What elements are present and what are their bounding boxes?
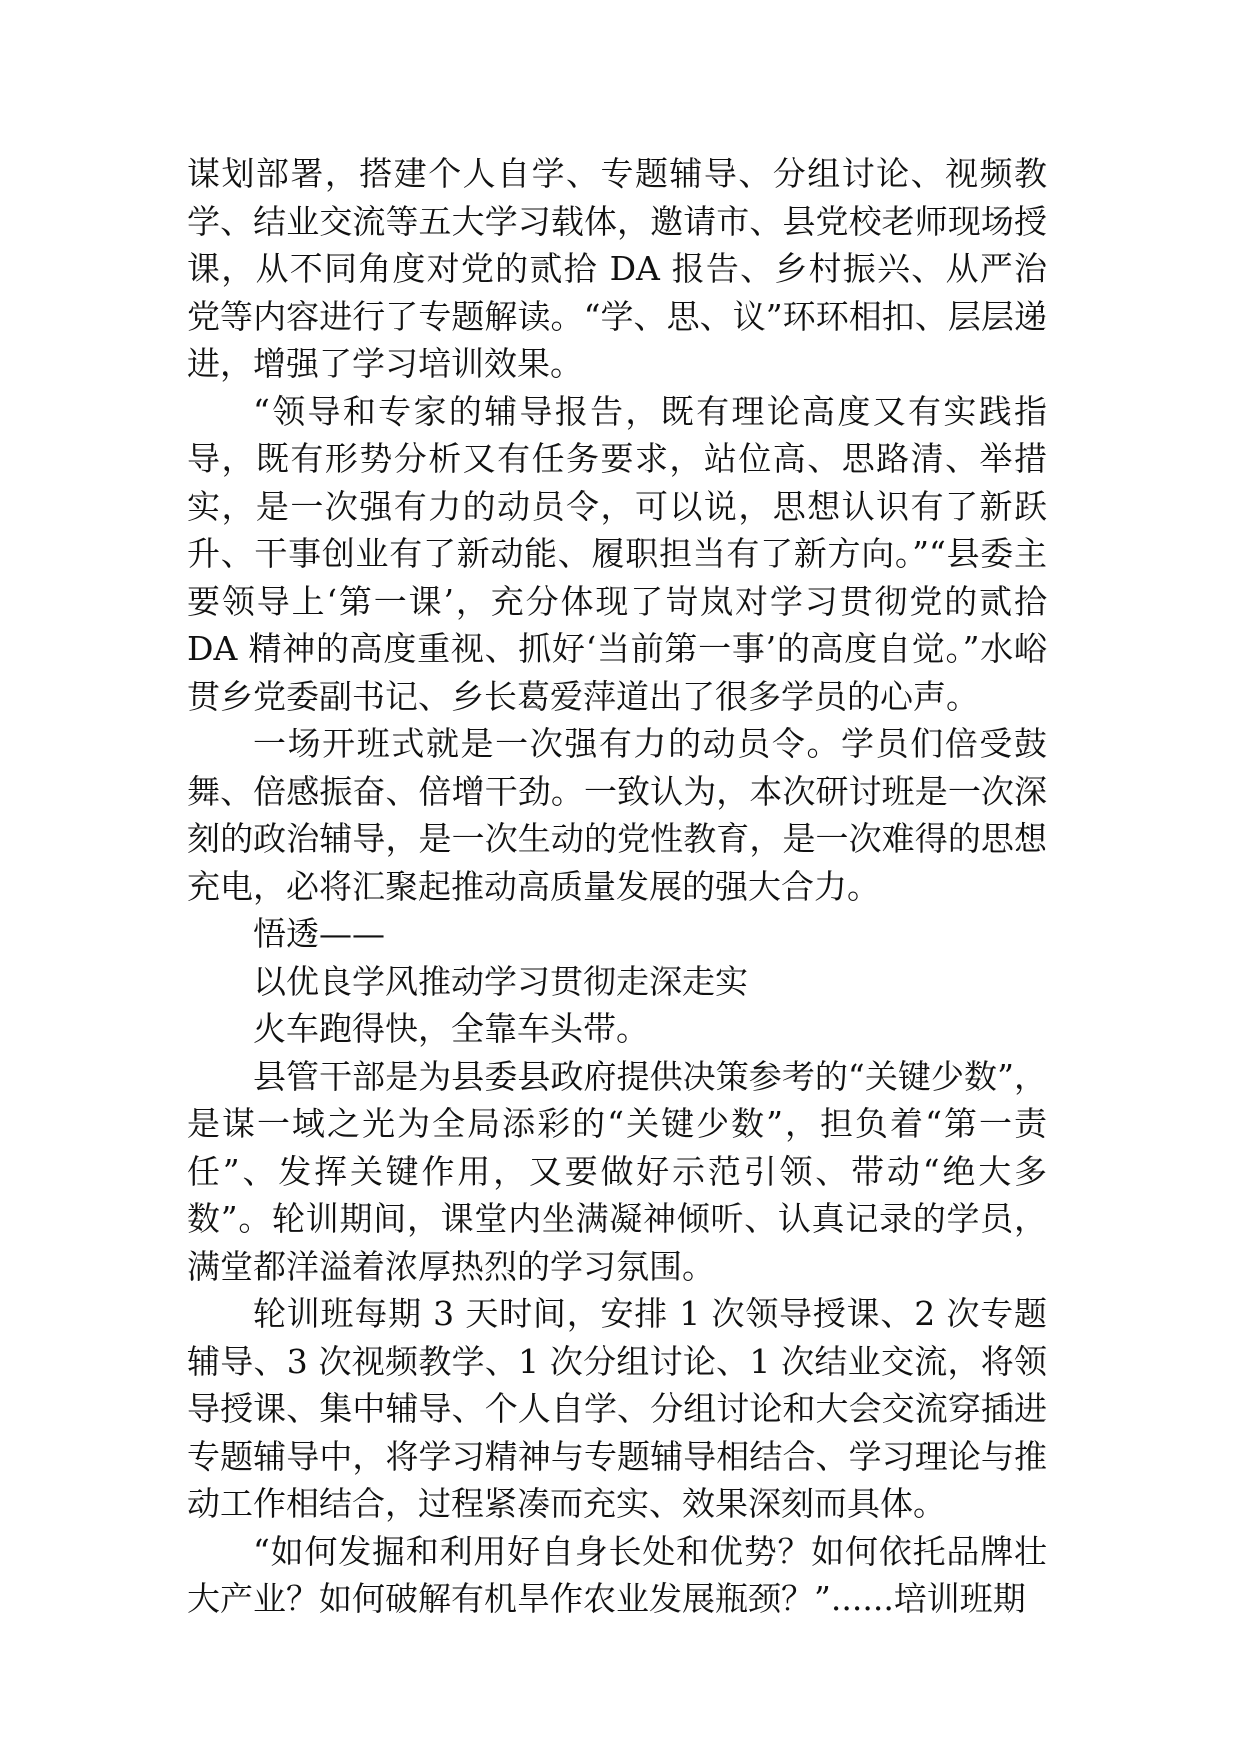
paragraph-6: 轮训班每期 3 天时间，安排 1 次领导授课、2 次专题辅导、3 次视频教学、1 次分组讨论、1 次结业交流，将领导授课、集中辅导、个人自学、分组讨论和大会交流穿插进专题辅导中，将学习精神与专题辅导相结合、学习理论与推动工作相结合，过程紧凑而充实、效果深刻而具体。 [187, 1294, 1047, 1523]
paragraph-5: 县管干部是为县委县政府提供决策参考的“关键少数”，是谋一域之光为全局添彩的“关键少数”，担负着“第一责任”、发挥关键作用，又要做好示范引领、带动“绝大多数”。轮训期间，课堂内坐满凝神倾听、认真记录的学员，满堂都洋溢着浓厚热烈的学习氛围。 [187, 1056, 1047, 1286]
paragraph-4: 火车跑得快，全靠车头带。 [253, 1009, 649, 1048]
paragraph-1: 谋划部署，搭建个人自学、专题辅导、分组讨论、视频教学、结业交流等五大学习载体，邀请市、县党校老师现场授课，从不同角度对党的贰拾 DA 报告、乡村振兴、从严治党等内容进行了专题解读。“学、思、议”环环相扣、层层递进，增强了学习培训效果。 [187, 154, 1047, 383]
paragraph-7: “如何发掘和利用好自身长处和优势？如何依托品牌壮大产业？如何破解有机旱作农业发展瓶颈？”......培训班期 [187, 1531, 1047, 1618]
section-heading-line-2: 以优良学风推动学习贯彻走深走实 [253, 961, 748, 1001]
document-body [187, 150, 1047, 1623]
paragraph-3: 一场开班式就是一次强有力的动员令。学员们倍受鼓舞、倍感振奋、倍增干劲。一致认为，本次研讨班是一次深刻的政治辅导，是一次生动的党性教育，是一次难得的思想充电，必将汇聚起推动高质量发展的强大合力。 [187, 724, 1047, 906]
paragraph-2: “领导和专家的辅导报告，既有理论高度又有实践指导，既有形势分析又有任务要求，站位高、思路清、举措实，是一次强有力的动员令，可以说，思想认识有了新跃升、干事创业有了新动能、履职担当有了新方向。”“县委主要领导上‘第一课’，充分体现了岢岚对学习贯彻党的贰拾 DA 精神的高度重视、抓好‘当前第一事’的高度自觉。”水峪贯乡党委副书记、乡长葛爱萍道出了很多学员的心声。 [187, 391, 1047, 716]
section-heading-line-1: 悟透—— [253, 914, 385, 953]
